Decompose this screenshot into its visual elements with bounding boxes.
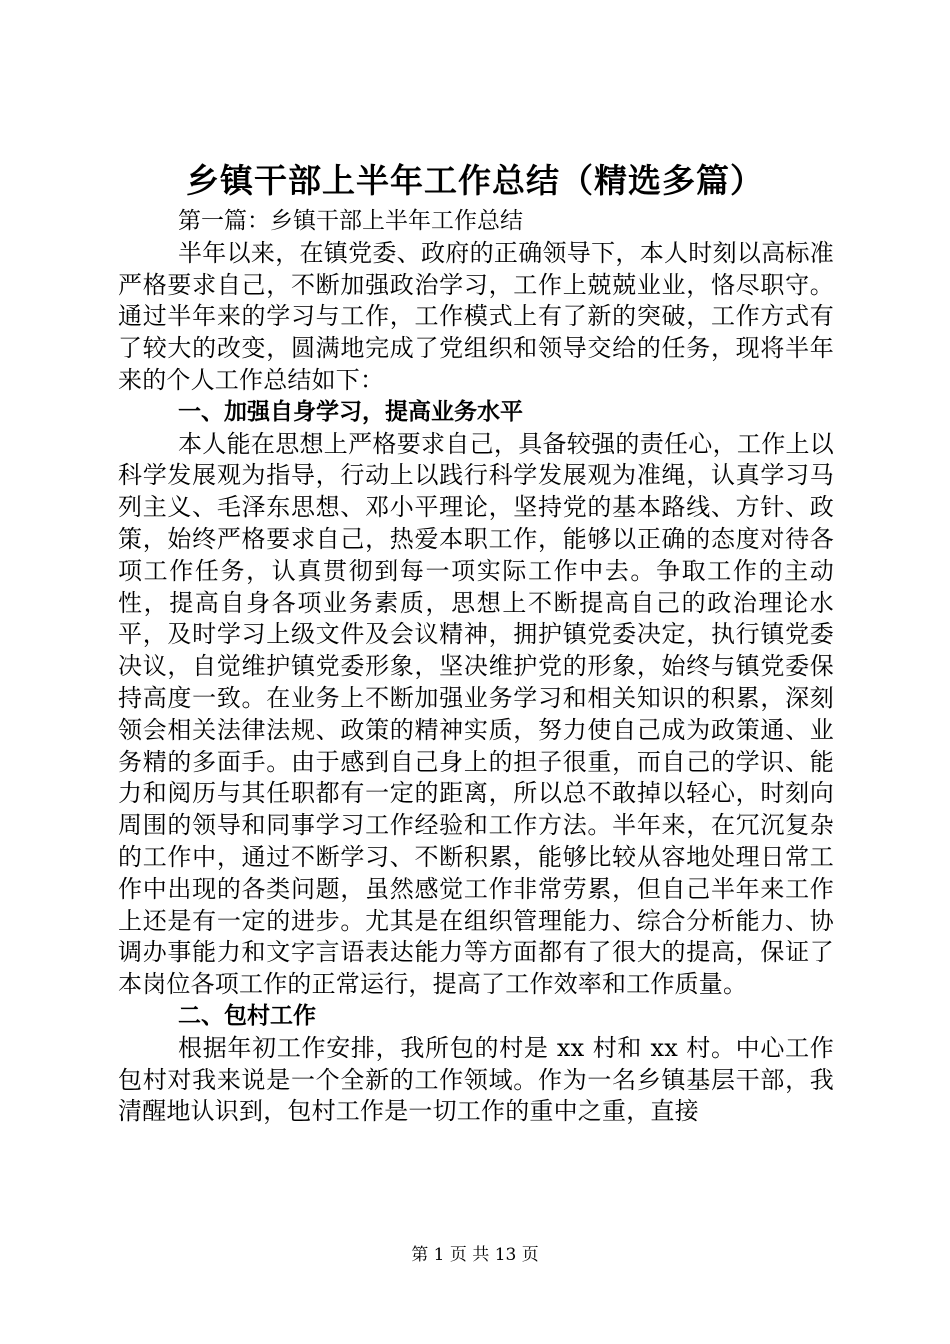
section-heading-1: 一、加强自身学习，提高业务水平: [178, 398, 523, 425]
section-2-paragraph: 根据年初工作安排，我所包的村是 xx 村和 xx 村。中心工作包村对我来说是一个全新的工作领域。作为一名乡镇基层干部，我清醒地认识到，包村工作是一切工作的重中之重，直接: [118, 1033, 834, 1126]
document-subtitle: 第一篇：乡镇干部上半年工作总结: [178, 208, 523, 234]
document-body: [118, 206, 834, 1128]
section-1-paragraph: 本人能在思想上严格要求自己，具备较强的责任心，工作上以科学发展观为指导，行动上以践行科学发展观为准绳，认真学习马列主义、毛泽东思想、邓小平理论，坚持党的基本路线、方针、政策，始终严格要求自己，热爱本职工作，能够以正确的态度对待各项工作任务，认真贯彻到每一项实际工作中去。争取工作的主动性，提高自身各项业务素质，思想上不断提高自己的政治理论水平，及时学习上级文件及会议精神，拥护镇党委决定，执行镇党委决议，自觉维护镇党委形象，坚决维护党的形象，始终与镇党委保持高度一致。在业务上不断加强业务学习和相关知识的积累，深刻领会相关法律法规、政策的精神实质，努力使自己成为政策通、业务精的多面手。由于感到自己身上的担子很重，而自己的学识、能力和阅历与其任职都有一定的距离，所以总不敢掉以轻心，时刻向周围的领导和同事学习工作经验和工作方法。半年来，在冗沉复杂的工作中，通过不断学习、不断积累，能够比较从容地处理日常工作中出现的各类问题，虽然感觉工作非常劳累，但自己半年来工作上还是有一定的进步。尤其是在组织管理能力、综合分析能力、协调办事能力和文字言语表达能力等方面都有了很大的提高，保证了本岗位各项工作的正常运行，提高了工作效率和工作质量。: [118, 429, 834, 999]
document-title: 乡镇干部上半年工作总结（精选多篇）: [186, 161, 764, 200]
intro-paragraph: 半年以来，在镇党委、政府的正确领导下，本人时刻以高标准严格要求自己，不断加强政治学习，工作上兢兢业业，恪尽职守。通过半年来的学习与工作，工作模式上有了新的突破，工作方式有了较大的改变，圆满地完成了党组织和领导交给的任务，现将半年来的个人工作总结如下：: [118, 238, 834, 394]
section-heading-2: 二、包村工作: [178, 1002, 316, 1029]
page-number-footer: 第 1 页 共 13 页: [411, 1245, 539, 1265]
